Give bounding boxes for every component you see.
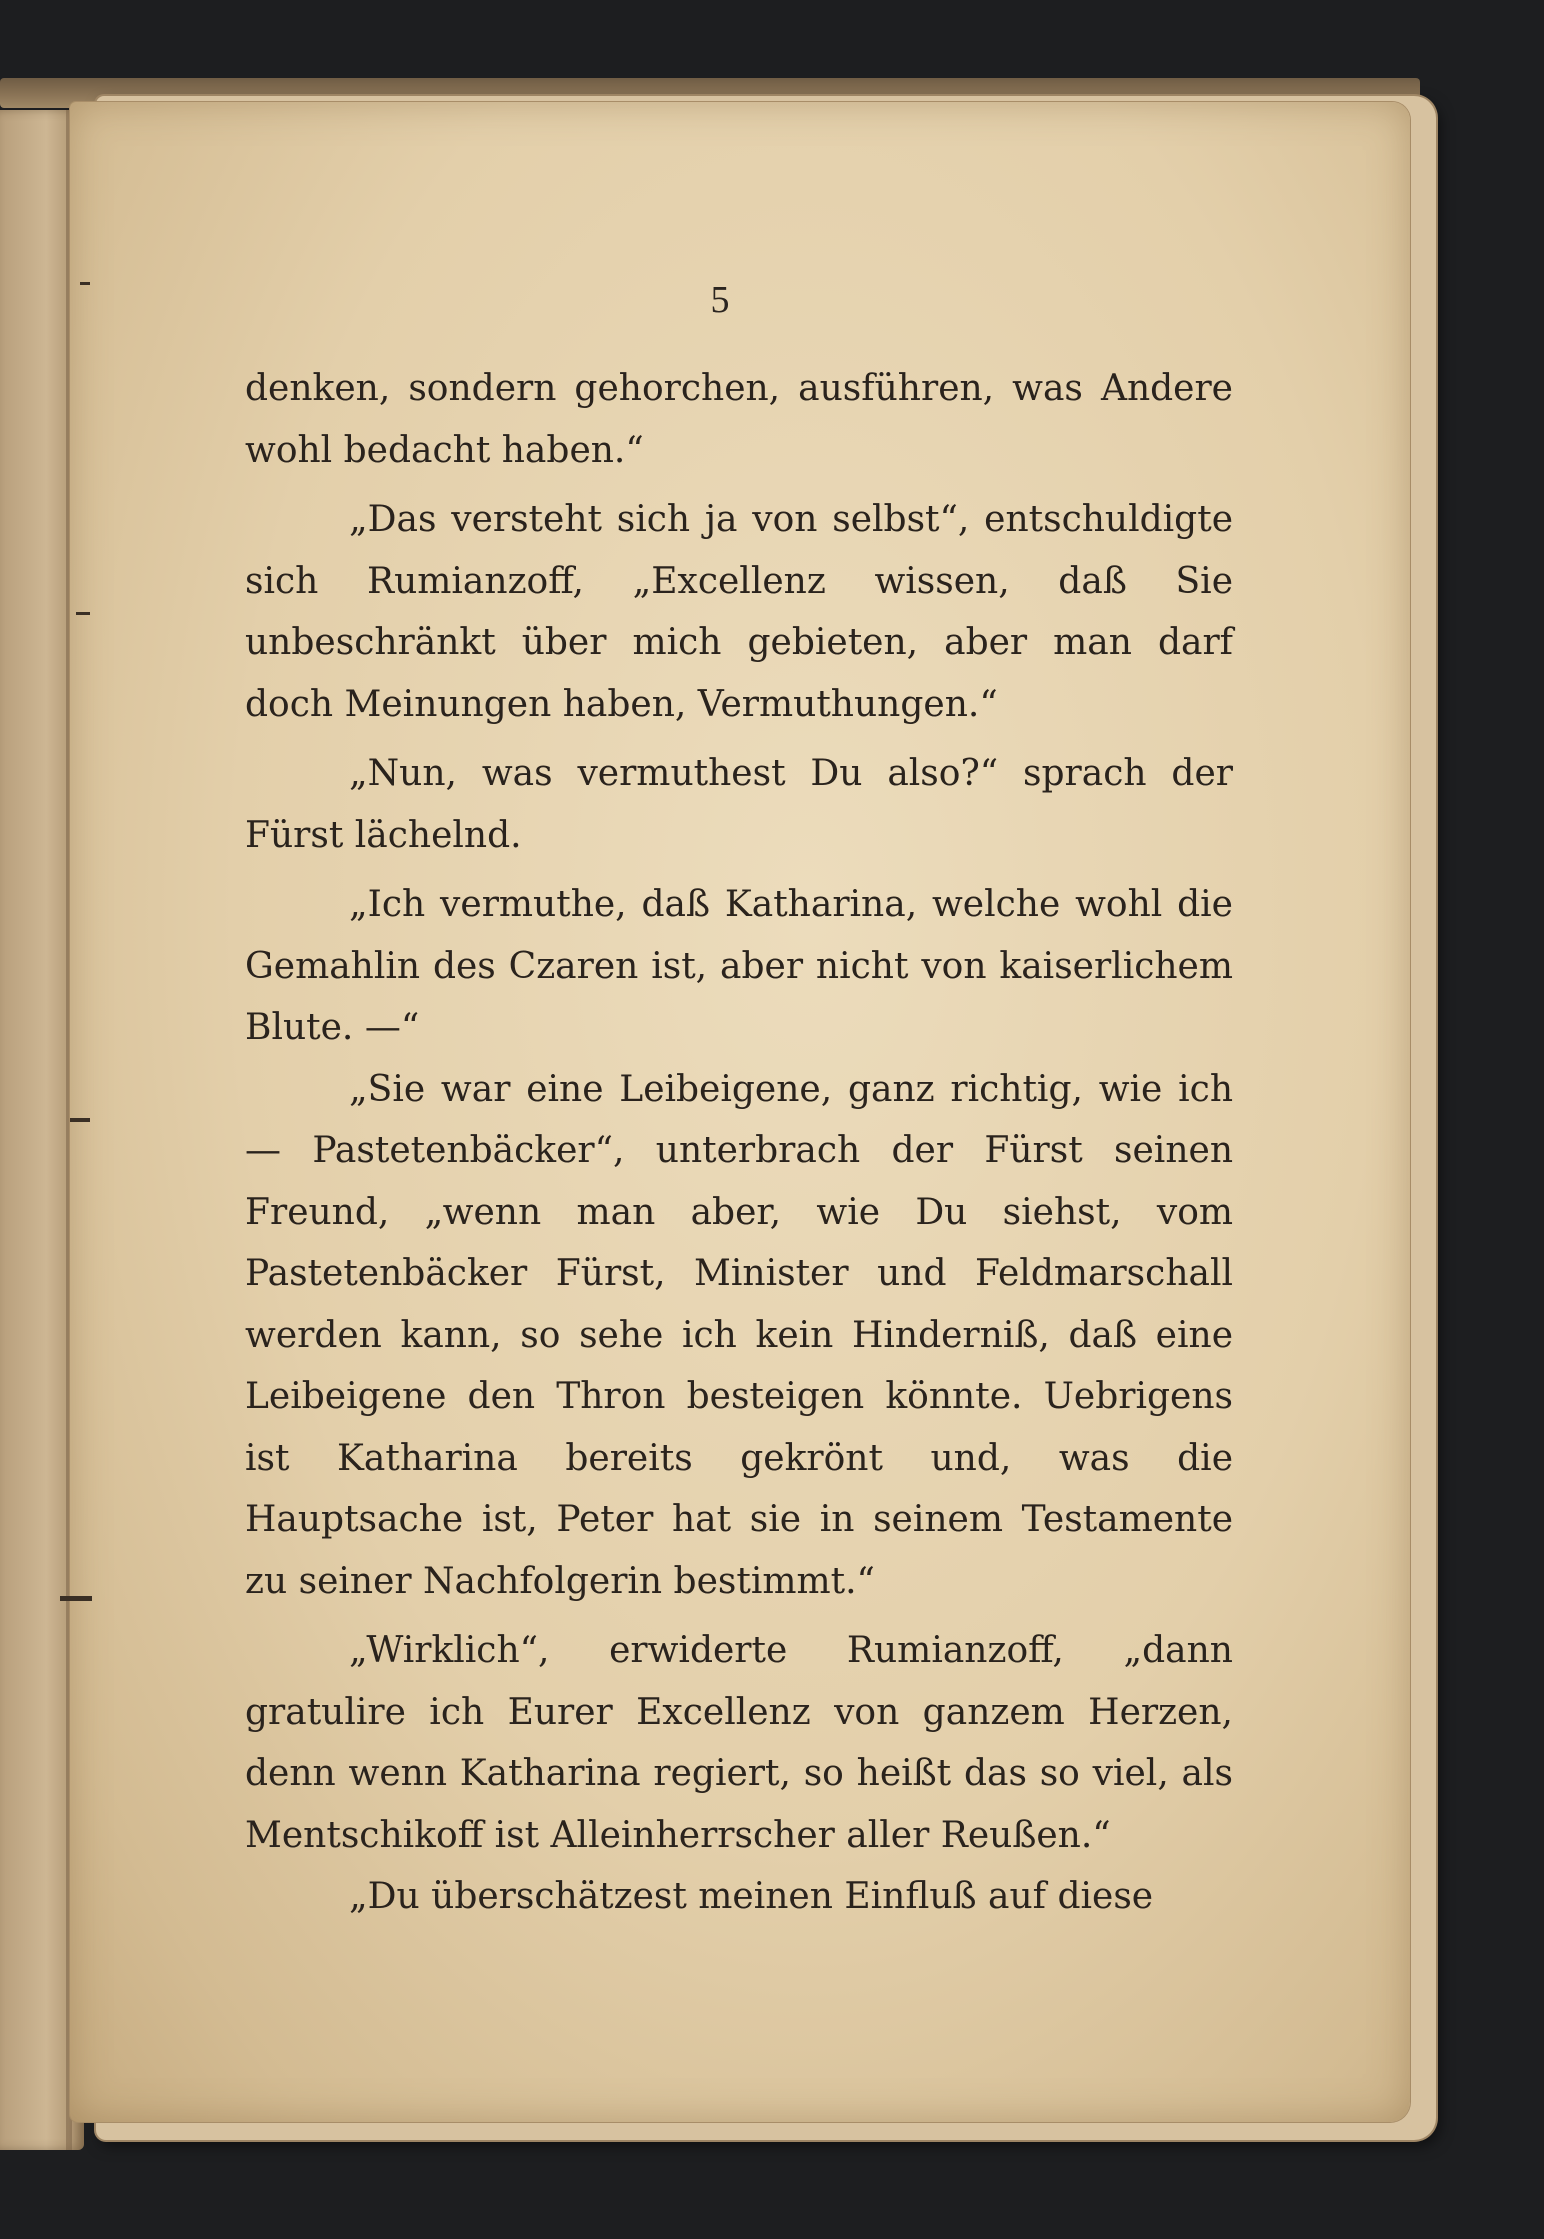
page-number: 5 bbox=[710, 279, 730, 321]
binding-mark bbox=[76, 612, 90, 615]
paragraph: „Sie war eine Leibeigene, ganz richtig, wie ich — Pastetenbäcker“, unterbrach der Fürst seinen Freund, „wenn man aber, wie Du siehst, vom Pastetenbäcker Fürst, Minister und Feldmarschall werden kann, so sehe ich kein Hinderniß, daß eine Leibeigene den Thron besteigen könnte. Uebrigens ist Katharina bereits gekrönt und, was die Hauptsache ist, Peter hat sie in seinem Testamente zu seiner Nachfolgerin bestimmt.“ bbox=[245, 1068, 1233, 1602]
page-body-text bbox=[245, 358, 1233, 1928]
paragraph: „Das versteht sich ja von selbst“, entschuldigte sich Rumianzoff, „Excellenz wissen, daß Sie unbeschränkt über mich gebieten, aber man darf doch Meinungen haben, Vermuthungen.“ bbox=[245, 499, 1233, 725]
binding-mark bbox=[60, 1596, 92, 1601]
paragraph: „Du überschätzest meinen Einfluß auf diese bbox=[349, 1876, 1154, 1917]
paragraph: „Ich vermuthe, daß Katharina, welche wohl die Gemahlin des Czaren ist, aber nicht von kaiserlichem Blute. —“ bbox=[245, 884, 1233, 1048]
paragraph: „Nun, was vermuthest Du also?“ sprach der Fürst lächelnd. bbox=[245, 753, 1233, 856]
paragraph: „Wirklich“, erwiderte Rumianzoff, „dann gratulire ich Eurer Excellenz von ganzem Herzen, denn wenn Katharina regiert, so heißt das so viel, als Mentschikoff ist Alleinherrscher aller Reußen.“ bbox=[245, 1630, 1233, 1856]
binding-mark bbox=[70, 1118, 90, 1122]
paragraph: denken, sondern gehorchen, ausführen, was Andere wohl bedacht haben.“ bbox=[245, 368, 1233, 471]
